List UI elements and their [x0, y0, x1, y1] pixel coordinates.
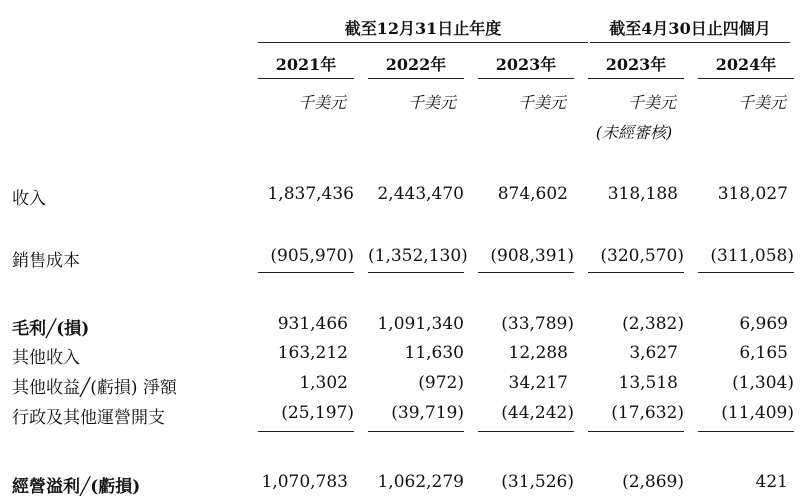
total-underline-5 [698, 431, 794, 432]
row-label-other-income: 其他收入 [12, 348, 80, 368]
row-label-cost-of-sales: 銷售成本 [12, 251, 80, 271]
subtotal-underline-4 [588, 272, 684, 273]
cell-gains-2: (972) [418, 373, 464, 393]
row-label-admin-expenses: 行政及其他運營開支 [12, 408, 165, 428]
col-note-unaudited: (未經審核) [595, 123, 673, 142]
cell-admin-2: (39,719) [391, 403, 464, 423]
col-year-4: 2023年 [605, 55, 667, 74]
row-label-gross-profit: 毛利╱(損) [12, 319, 90, 339]
group-underline-annual [258, 42, 588, 43]
subtotal-underline-1 [258, 272, 354, 273]
cell-gains-4: 13,518 [618, 373, 678, 393]
row-label-other-gains: 其他收益╱(虧損) 淨額 [12, 378, 177, 398]
col-unit-5: 千美元 [737, 93, 786, 112]
cell-otherinc-4: 3,627 [629, 343, 678, 363]
col-year-2: 2022年 [385, 55, 447, 74]
cell-revenue-2: 2,443,470 [377, 184, 464, 204]
group-header-annual: 截至12月31日止年度 [344, 19, 502, 38]
cell-revenue-1: 1,837,436 [267, 184, 354, 204]
cell-cost-1: (905,970) [270, 246, 354, 266]
cell-op-2: 1,062,279 [377, 472, 464, 492]
cell-gross-5: 6,969 [739, 314, 788, 334]
cell-revenue-3: 874,602 [497, 184, 568, 204]
cell-revenue-5: 318,027 [717, 184, 788, 204]
col-underline-3 [478, 78, 574, 79]
cell-admin-4: (17,632) [611, 403, 684, 423]
cell-otherinc-3: 12,288 [508, 343, 568, 363]
cell-otherinc-1: 163,212 [277, 343, 348, 363]
row-label-revenue: 收入 [12, 189, 46, 209]
col-unit-4: 千美元 [627, 93, 676, 112]
cell-gains-5: (1,304) [732, 373, 794, 393]
cell-cost-4: (320,570) [600, 246, 684, 266]
row-label-operating-profit: 經營溢利╱(虧損) [12, 477, 141, 497]
total-underline-4 [588, 431, 684, 432]
cell-admin-5: (11,409) [721, 403, 794, 423]
col-year-3: 2023年 [495, 55, 557, 74]
cell-otherinc-5: 6,165 [739, 343, 788, 363]
col-unit-1: 千美元 [297, 93, 346, 112]
total-underline-2 [368, 431, 464, 432]
total-underline-3 [478, 431, 574, 432]
total-underline-1 [258, 431, 354, 432]
col-underline-1 [258, 78, 354, 79]
col-unit-2: 千美元 [407, 93, 456, 112]
col-year-5: 2024年 [715, 55, 777, 74]
subtotal-underline-2 [368, 272, 464, 273]
subtotal-underline-5 [698, 272, 794, 273]
cell-admin-3: (44,242) [501, 403, 574, 423]
col-unit-3: 千美元 [517, 93, 566, 112]
cell-op-4: (2,869) [622, 472, 684, 492]
cell-gross-1: 931,466 [277, 314, 348, 334]
col-underline-2 [368, 78, 464, 79]
cell-admin-1: (25,197) [281, 403, 354, 423]
cell-otherinc-2: 11,630 [404, 343, 464, 363]
cell-cost-5: (311,058) [710, 246, 794, 266]
subtotal-underline-3 [478, 272, 574, 273]
cell-op-5: 421 [755, 472, 788, 492]
col-underline-5 [698, 78, 794, 79]
cell-gains-1: 1,302 [299, 373, 348, 393]
cell-gains-3: 34,217 [508, 373, 568, 393]
group-header-interim: 截至4月30日止四個月 [609, 19, 771, 38]
cell-op-3: (31,526) [501, 472, 574, 492]
cell-revenue-4: 318,188 [607, 184, 678, 204]
group-underline-interim [590, 42, 790, 43]
col-underline-4 [588, 78, 684, 79]
cell-op-1: 1,070,783 [261, 472, 348, 492]
cell-gross-4: (2,382) [622, 314, 684, 334]
cell-gross-2: 1,091,340 [377, 314, 464, 334]
cell-cost-3: (908,391) [490, 246, 574, 266]
col-year-1: 2021年 [275, 55, 337, 74]
cell-gross-3: (33,789) [501, 314, 574, 334]
cell-cost-2: (1,352,130) [368, 246, 468, 266]
